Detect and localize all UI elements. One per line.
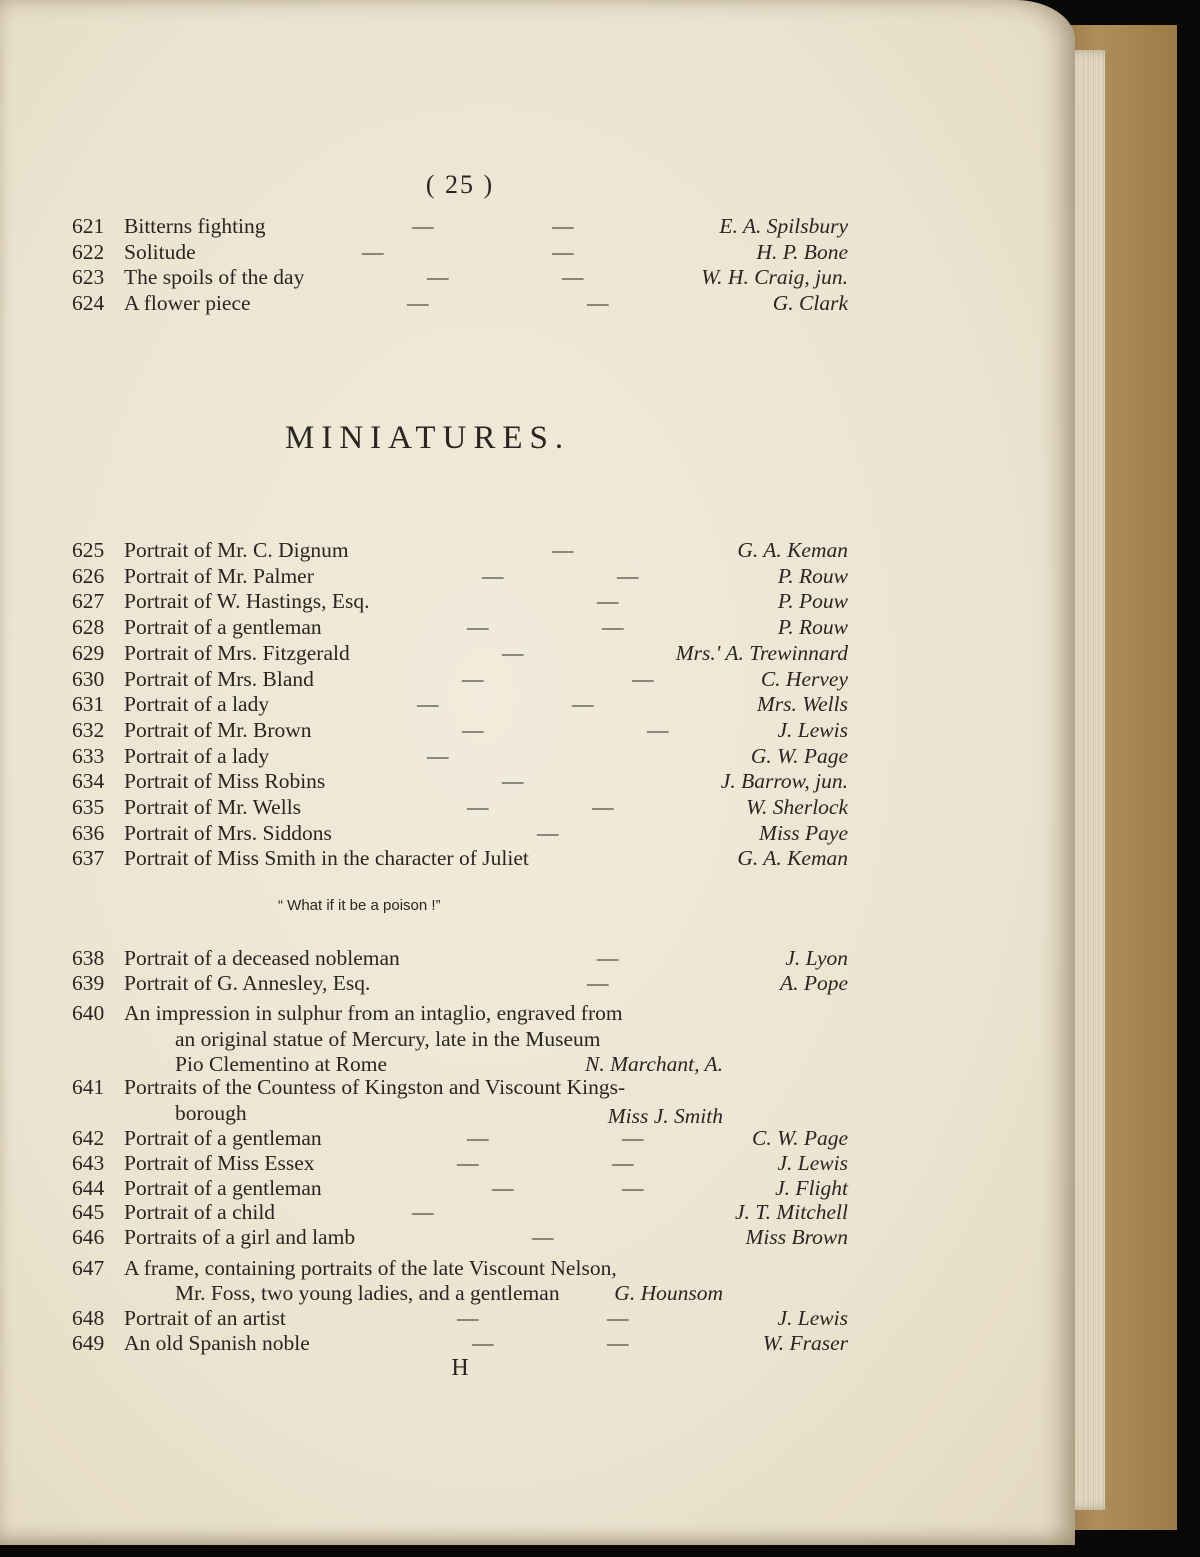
entry-number: 641	[72, 1075, 105, 1099]
leader-dash: —	[552, 538, 574, 562]
entry-artist: W. Fraser	[762, 1331, 848, 1355]
entry-artist: J. T. Mitchell	[734, 1200, 848, 1224]
entry-number: 644	[72, 1176, 105, 1200]
leader-dash: —	[532, 1225, 554, 1249]
leader-dash: —	[472, 1331, 494, 1355]
entry-626	[72, 564, 848, 590]
leader-dash: —	[412, 1200, 434, 1224]
entry-643	[72, 1151, 848, 1177]
entry-625	[72, 538, 848, 564]
page-number-header: ( 25 )	[425, 170, 495, 199]
entry-648	[72, 1306, 848, 1332]
leader-dash: —	[427, 744, 449, 768]
signature-mark: H	[451, 1355, 469, 1381]
entry-number: 647	[72, 1256, 105, 1280]
entry-number: 649	[72, 1331, 105, 1355]
entry-title: The spoils of the day	[124, 265, 305, 289]
leader-dash: —	[597, 946, 619, 970]
entry-artist: J. Lewis	[777, 718, 848, 742]
entry-number: 633	[72, 744, 105, 768]
entry-artist: Mrs.' A. Trewinnard	[675, 641, 848, 665]
entry-638	[72, 946, 848, 972]
entry-title: Portrait of Mr. Brown	[124, 718, 312, 742]
leader-dash: —	[407, 291, 429, 315]
entry-number: 646	[72, 1225, 105, 1249]
entry-artist: C. Hervey	[760, 667, 848, 691]
entry-artist: E. A. Spilsbury	[719, 214, 848, 238]
entry-title: A flower piece	[124, 291, 251, 315]
entry-number: 625	[72, 538, 105, 562]
entry-number: 637	[72, 846, 105, 870]
entry-title: An impression in sulphur from an intaglio, engraved from	[124, 1001, 623, 1025]
leader-dash: —	[457, 1306, 479, 1330]
leader-dash: —	[467, 615, 489, 639]
entry-number: 621	[72, 214, 105, 238]
entry-artist: J. Lewis	[777, 1151, 848, 1175]
entry-title: Portrait of an artist	[124, 1306, 286, 1330]
leader-dash: —	[502, 769, 524, 793]
entry-631	[72, 692, 848, 718]
entry-628	[72, 615, 848, 641]
entry-artist: W. H. Craig, jun.	[701, 265, 848, 289]
entry-artist: G. A. Keman	[737, 846, 848, 870]
entry-title: Portrait of Mrs. Fitzgerald	[124, 641, 350, 665]
entry-title: Portrait of Mr. C. Dignum	[124, 538, 349, 562]
leader-dash: —	[647, 718, 669, 742]
entry-title: Portraits of a girl and lamb	[124, 1225, 356, 1249]
leader-dash: —	[482, 564, 504, 588]
entry-artist: G. A. Keman	[737, 538, 848, 562]
leader-dash: —	[602, 615, 624, 639]
entry-number: 645	[72, 1200, 105, 1224]
entry-title: Portrait of a child	[124, 1200, 276, 1224]
entry-number: 630	[72, 667, 105, 691]
leader-dash: —	[587, 971, 609, 995]
entry-number: 624	[72, 291, 105, 315]
entry-number: 636	[72, 821, 105, 845]
entry-number: 640	[72, 1001, 105, 1025]
entry-title: Portrait of Mr. Palmer	[124, 564, 314, 588]
entry-title: Portrait of Miss Smith in the character of Juliet	[124, 846, 529, 870]
entry-title: Portrait of a lady	[124, 744, 270, 768]
entry-title: Portrait of Mr. Wells	[124, 795, 302, 819]
section-title: MINIATURES.	[285, 420, 571, 456]
leader-dash: —	[462, 667, 484, 691]
entry-title: Portraits of the Countess of Kingston and Viscount Kings-	[124, 1075, 626, 1099]
entry-640-line-3: Pio Clementino at Rome	[175, 1052, 387, 1076]
entry-637	[72, 846, 848, 872]
leader-dash: —	[592, 795, 614, 819]
entry-number: 643	[72, 1151, 105, 1175]
entry-642	[72, 1126, 848, 1152]
entry-636	[72, 821, 848, 847]
entry-title: Portrait of Miss Robins	[124, 769, 326, 793]
entry-640	[72, 1001, 848, 1027]
leader-dash: —	[492, 1176, 514, 1200]
entry-number: 631	[72, 692, 105, 716]
entry-artist: J. Lyon	[785, 946, 848, 970]
entry-629	[72, 641, 848, 667]
entry-number: 627	[72, 589, 105, 613]
entry-artist: W. Sherlock	[746, 795, 848, 819]
entry-621	[72, 214, 848, 240]
leader-dash: —	[427, 265, 449, 289]
entry-number: 635	[72, 795, 105, 819]
entry-645	[72, 1200, 848, 1226]
leader-dash: —	[552, 214, 574, 238]
entry-632	[72, 718, 848, 744]
leader-dash: —	[587, 291, 609, 315]
leader-dash: —	[457, 1151, 479, 1175]
leader-dash: —	[537, 821, 559, 845]
entry-641	[72, 1075, 848, 1101]
entry-title: Portrait of a lady	[124, 692, 270, 716]
entry-artist: Miss Paye	[759, 821, 848, 845]
entry-artist: Miss Brown	[745, 1225, 848, 1249]
entry-number: 638	[72, 946, 105, 970]
entry-title: Portrait of a gentleman	[124, 1126, 322, 1150]
leader-dash: —	[562, 265, 584, 289]
leader-dash: —	[467, 795, 489, 819]
entry-number: 642	[72, 1126, 105, 1150]
leader-dash: —	[622, 1126, 644, 1150]
entry-639	[72, 971, 848, 997]
entry-title: Bitterns fighting	[124, 214, 266, 238]
entry-artist: J. Lewis	[777, 1306, 848, 1330]
entry-622	[72, 240, 848, 266]
entry-artist: P. Rouw	[777, 564, 848, 588]
entry-number: 634	[72, 769, 105, 793]
entry-title: Portrait of a deceased nobleman	[124, 946, 400, 970]
leader-dash: —	[502, 641, 524, 665]
leader-dash: —	[572, 692, 594, 716]
entry-634	[72, 769, 848, 795]
entry-644	[72, 1176, 848, 1202]
entry-artist: P. Pouw	[777, 589, 848, 613]
entry-title: Portrait of W. Hastings, Esq.	[124, 589, 370, 613]
entry-647-artist: G. Hounsom	[614, 1281, 723, 1305]
entry-title: Portrait of G. Annesley, Esq.	[124, 971, 371, 995]
entry-640-line-2: an original statue of Mercury, late in the Museum	[175, 1027, 601, 1051]
entry-number: 622	[72, 240, 105, 264]
leader-dash: —	[622, 1176, 644, 1200]
entry-artist: P. Rouw	[777, 615, 848, 639]
entry-artist: H. P. Bone	[756, 240, 848, 264]
entry-artist: G. Clark	[772, 291, 848, 315]
leader-dash: —	[632, 667, 654, 691]
entry-artist: G. W. Page	[750, 744, 848, 768]
entry-649	[72, 1331, 848, 1357]
entry-627	[72, 589, 848, 615]
entry-635	[72, 795, 848, 821]
entry-647	[72, 1256, 848, 1282]
entry-623	[72, 265, 848, 291]
entry-title: An old Spanish noble	[124, 1331, 310, 1355]
entry-number: 623	[72, 265, 105, 289]
entry-641-artist: Miss J. Smith	[607, 1104, 723, 1128]
entry-number: 639	[72, 971, 105, 995]
entry-artist: J. Barrow, jun.	[720, 769, 848, 793]
entry-number: 632	[72, 718, 105, 742]
entry-title: Portrait of a gentleman	[124, 615, 322, 639]
entry-title: A frame, containing portraits of the late Viscount Nelson,	[124, 1256, 617, 1280]
leader-dash: —	[607, 1306, 629, 1330]
leader-dash: —	[462, 718, 484, 742]
quote-caption: “ What if it be a poison !”	[278, 897, 441, 914]
entry-646	[72, 1225, 848, 1251]
entry-641-line-2: borough	[175, 1101, 247, 1125]
entry-630	[72, 667, 848, 693]
entry-633	[72, 744, 848, 770]
leader-dash: —	[362, 240, 384, 264]
entry-number: 626	[72, 564, 105, 588]
leader-dash: —	[412, 214, 434, 238]
entry-640-artist: N. Marchant, A.	[585, 1052, 723, 1076]
leader-dash: —	[597, 589, 619, 613]
leader-dash: —	[612, 1151, 634, 1175]
entry-number: 629	[72, 641, 105, 665]
entry-artist: J. Flight	[775, 1176, 848, 1200]
entry-artist: A. Pope	[779, 971, 848, 995]
leader-dash: —	[617, 564, 639, 588]
entry-artist: Mrs. Wells	[756, 692, 848, 716]
leader-dash: —	[552, 240, 574, 264]
entry-artist: C. W. Page	[752, 1126, 848, 1150]
entry-title: Portrait of Mrs. Siddons	[124, 821, 332, 845]
entry-title: Portrait of Mrs. Bland	[124, 667, 314, 691]
entry-title: Portrait of Miss Essex	[124, 1151, 315, 1175]
leader-dash: —	[467, 1126, 489, 1150]
entry-number: 648	[72, 1306, 105, 1330]
leader-dash: —	[607, 1331, 629, 1355]
leader-dash: —	[417, 692, 439, 716]
entry-647-line-2: Mr. Foss, two young ladies, and a gentleman	[175, 1281, 560, 1305]
entry-title: Solitude	[124, 240, 196, 264]
entry-number: 628	[72, 615, 105, 639]
entry-title: Portrait of a gentleman	[124, 1176, 322, 1200]
entry-624	[72, 291, 848, 317]
